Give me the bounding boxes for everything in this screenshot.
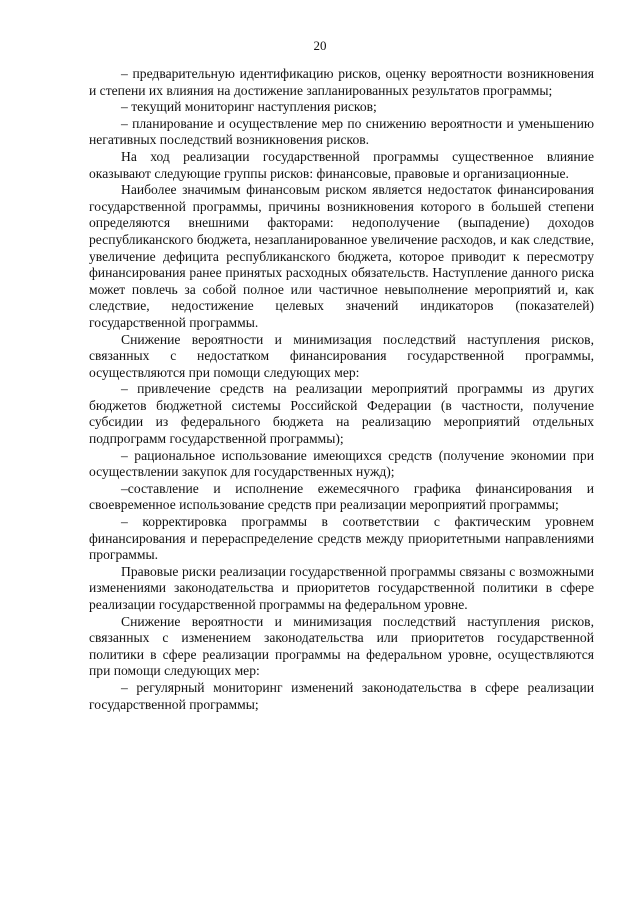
paragraph: – рациональное использование имеющихся средств (получение экономии при осуществлении закупок для государственных нужд); [89,447,594,480]
document-body [89,66,594,713]
paragraph: – предварительную идентификацию рисков, оценку вероятности возникновения и степени их влияния на достижение запланированных результатов программы; [89,66,594,98]
page-number: 20 [313,38,327,53]
paragraph: –составление и исполнение ежемесячного графика финансирования и своевременное использование средств при реализации мероприятий программы; [89,480,594,513]
paragraph: – корректировка программы в соответствии с фактическим уровнем финансирования и перераспределение средств между приоритетными направлениями программы. [89,514,594,563]
paragraph: Правовые риски реализации государственной программы связаны с возможными изменениями законодательства и приоритетов государственной политики в сфере реализации государственной программы на федеральном уровне. [89,563,594,612]
paragraph: Снижение вероятности и минимизация последствий наступления рисков, связанных с недостатком финансирования государственной программы, осуществляются при помощи следующих мер: [89,331,594,380]
paragraph: Снижение вероятности и минимизация последствий наступления рисков, связанных с изменением законодательства или приоритетов государственной политики в сфере реализации программы на федеральном уровне, осуществляются при помощи следующих мер: [89,613,594,679]
paragraph: – привлечение средств на реализации мероприятий программы из других бюджетов бюджетной системы Российской Федерации (в частности, получение субсидии из федерального бюджета на реализацию мероприятий отдельных подпрограмм государственной программы); [89,381,594,447]
paragraph: – текущий мониторинг наступления рисков; [121,99,377,115]
paragraph: – регулярный мониторинг изменений законодательства в сфере реализации государственной программы; [89,679,594,712]
paragraph: Наиболее значимым финансовым риском является недостаток финансирования государственной программы, причины возникновения которого в большей степени определяются внешними факторами: недополучение (выпадение) доходов республиканского бюджета, незапланированное увеличение расходов, и как следствие, увеличение дефицита республиканского бюджета, которое приводит к пересмотру финансирования ранее принятых расходных обязательств. Наступление данного риска может повлечь за собой полное или частичное невыполнение мероприятий и, как следствие, недостижение целевых значений индикаторов (показателей) государственной программы. [89,182,594,330]
paragraph: На ход реализации государственной программы существенное влияние оказывают следующие группы рисков: финансовые, правовые и организационные. [89,148,594,181]
paragraph: – планирование и осуществление мер по снижению вероятности и уменьшению негативных последствий возникновения рисков. [89,115,594,148]
